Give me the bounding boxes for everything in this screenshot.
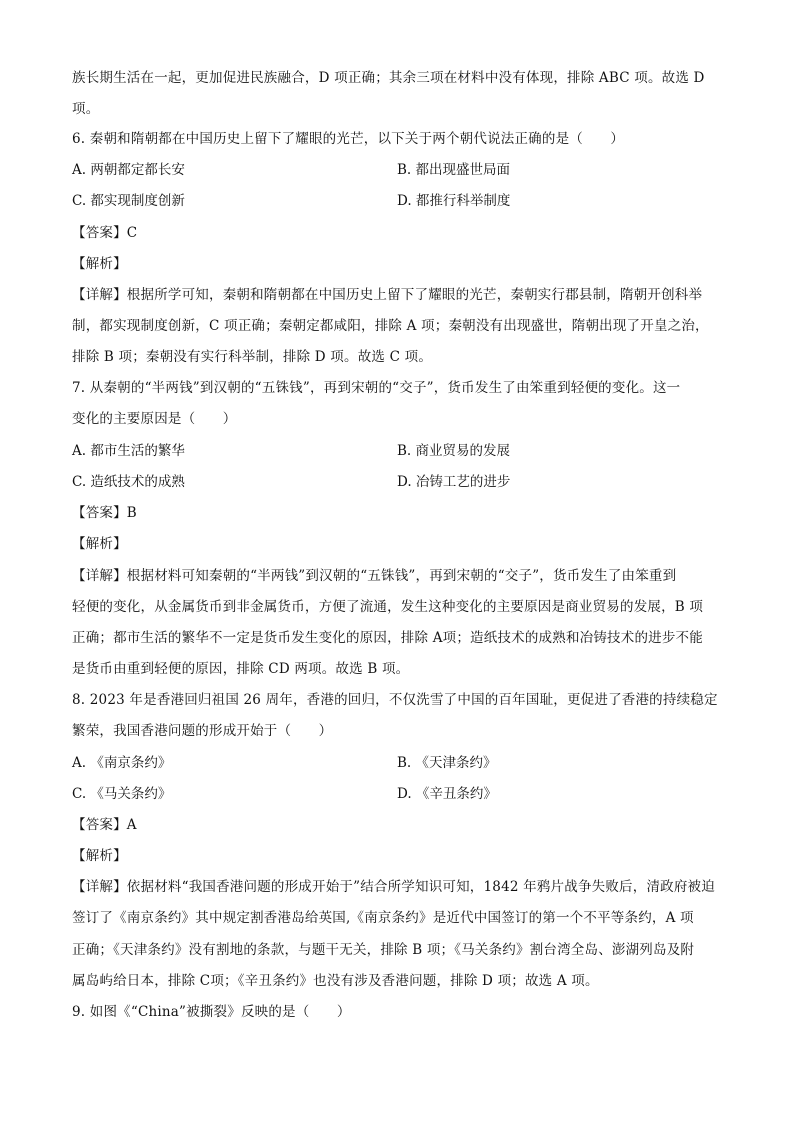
q8-option-c: C. 《马关条约》 xyxy=(72,786,172,802)
q6-option-a: A. 两朝都定都长安 xyxy=(72,162,185,178)
question-7-stem: 7. 从秦朝的“半两钱”到汉朝的“五铢钱”，再到宋朝的“交子”，货币发生了由笨重到轻便的变化。这一 xyxy=(72,380,681,396)
q6-option-c: C. 都实现制度创新 xyxy=(72,193,185,209)
q6-detail-line: 排除 B 项；秦朝没有实行科举制，排除 D 项。故选 C 项。 xyxy=(72,349,433,365)
q8-answer: 【答案】A xyxy=(72,817,137,833)
q7-detail-line: 正确；都市生活的繁华不一定是货币发生变化的原因，排除 A项；造纸技术的成熟和冶铸技术的进步不能 xyxy=(72,630,703,646)
question-9-stem: 9. 如图《“China”被撕裂》反映的是（ ） xyxy=(72,1004,351,1020)
q8-option-a: A. 《南京条约》 xyxy=(72,755,172,771)
q8-detail-line: 签订了《南京条约》其中规定割香港岛给英国,《南京条约》是近代中国签订的第一个不平等条约，A 项 xyxy=(72,910,694,926)
q8-option-d: D. 《辛丑条约》 xyxy=(397,786,497,802)
q8-detail-line: 属岛屿给日本，排除 C项；《辛丑条约》也没有涉及香港问题，排除 D 项；故选 A 项。 xyxy=(72,973,599,989)
question-8-stem: 繁荣，我国香港问题的形成开始于（ ） xyxy=(72,723,333,739)
q8-analysis-label: 【解析】 xyxy=(72,848,127,864)
q7-answer: 【答案】B xyxy=(72,505,137,521)
q7-option-b: B. 商业贸易的发展 xyxy=(397,443,511,459)
q7-option-d: D. 冶铸工艺的进步 xyxy=(397,474,511,490)
q6-answer: 【答案】C xyxy=(72,225,138,241)
q6-option-b: B. 都出现盛世局面 xyxy=(397,162,511,178)
q8-option-b: B. 《天津条约》 xyxy=(397,755,497,771)
q8-detail-line: 【详解】依据材料“我国香港问题的形成开始于”结合所学知识可知，1842 年鸦片战争失败后，清政府被迫 xyxy=(72,879,715,895)
q7-detail-line: 轻便的变化，从金属货币到非金属货币，方便了流通，发生这种变化的主要原因是商业贸易的发展，B 项 xyxy=(72,599,704,615)
q7-detail-line: 是货币由重到轻便的原因，排除 CD 两项。故选 B 项。 xyxy=(72,661,410,677)
text-line: 族长期生活在一起，更加促进民族融合，D 项正确；其余三项在材料中没有体现，排除 ABC 项。故选 D xyxy=(72,70,705,86)
q6-analysis-label: 【解析】 xyxy=(72,256,127,272)
q7-detail-line: 【详解】根据材料可知秦朝的“半两钱”到汉朝的“五铢钱”，再到宋朝的“交子”，货币发生了由笨重到 xyxy=(72,568,677,584)
text-line: 项。 xyxy=(72,101,100,117)
q7-option-c: C. 造纸技术的成熟 xyxy=(72,474,185,490)
question-6-stem: 6. 秦朝和隋朝都在中国历史上留下了耀眼的光芒，以下关于两个朝代说法正确的是（ ） xyxy=(72,131,625,147)
q6-detail-line: 制，都实现制度创新，C 项正确；秦朝定都咸阳，排除 A 项；秦朝没有出现盛世，隋朝出现了开皇之治， xyxy=(72,318,709,334)
question-7-stem: 变化的主要原因是（ ） xyxy=(72,411,237,427)
q7-analysis-label: 【解析】 xyxy=(72,536,127,552)
q7-option-a: A. 都市生活的繁华 xyxy=(72,443,185,459)
q8-detail-line: 正确；《天津条约》没有割地的条款，与题干无关，排除 B 项；《马关条约》割台湾全岛、澎湖列岛及附 xyxy=(72,942,695,958)
q6-option-d: D. 都推行科举制度 xyxy=(397,193,511,209)
question-8-stem: 8. 2023 年是香港回归祖国 26 周年，香港的回归，不仅洗雪了中国的百年国耻，更促进了香港的持续稳定 xyxy=(72,692,718,708)
q6-detail-line: 【详解】根据所学可知，秦朝和隋朝都在中国历史上留下了耀眼的光芒，秦朝实行郡县制，隋朝开创科举 xyxy=(72,287,703,303)
